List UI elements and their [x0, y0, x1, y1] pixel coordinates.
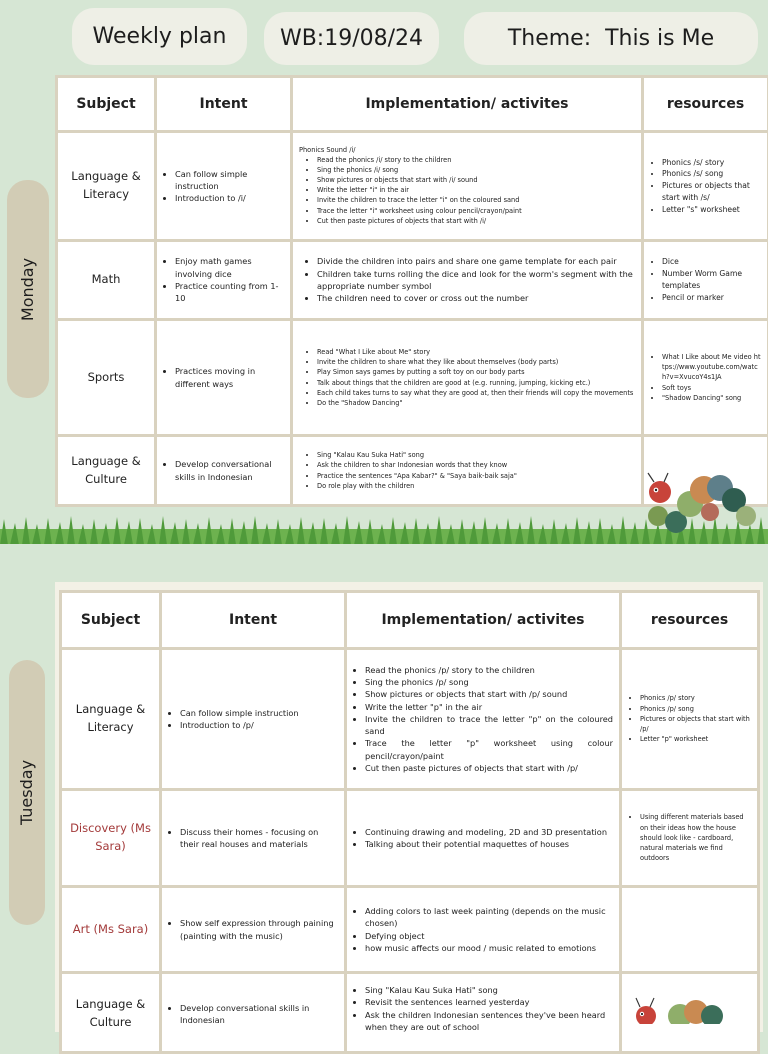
resources-cell [643, 132, 768, 241]
list-item: • Invite the children to share what they like about themselves (body parts) [317, 357, 635, 367]
list-item: • Ask the children Indonesian sentences they've been heard when they are out of school [365, 1009, 613, 1034]
col-header-subject: Subject [57, 77, 156, 132]
list-item: • Cut then paste pictures of objects that start with /i/ [317, 216, 635, 226]
day-label-tuesday [9, 660, 45, 925]
intent-cell [161, 649, 346, 790]
list-item: • Enjoy math games involving dice [175, 255, 284, 280]
list-item: • Practices moving in different ways [175, 365, 284, 390]
week-label: WB:19/08/24 [280, 26, 423, 51]
intent-cell [156, 241, 292, 320]
list-item: • Trace the letter "p" worksheet using colour pencil/crayon/paint [365, 737, 613, 762]
list-item: • Read the phonics /i/ story to the children [317, 155, 635, 165]
list-item: • Adding colors to last week painting (depends on the music chosen) [365, 905, 613, 930]
list-item: • Revisit the sentences learned yesterday [365, 996, 613, 1008]
week-pill [264, 12, 439, 65]
list-item: • Each child takes turns to say what they are good at, then their friends will copy the movements [317, 388, 635, 398]
intent-cell [161, 887, 346, 973]
list-item: • Soft toys [662, 383, 761, 393]
implementation-cell [346, 973, 621, 1053]
list-item: • "Shadow Dancing" song [662, 393, 761, 403]
subject-cell: Language & Culture [57, 436, 156, 506]
subject-cell: Art (Ms Sara) [61, 887, 161, 973]
list-item: • Practice counting from 1-10 [175, 280, 284, 305]
intent-cell [161, 790, 346, 887]
table-row [61, 790, 759, 887]
list-item: • Play Simon says games by putting a soft toy on our body parts [317, 367, 635, 377]
page-title: Weekly plan [93, 24, 227, 49]
intent-cell [156, 320, 292, 436]
list-item: • Read "What I Like about Me" story [317, 347, 635, 357]
implementation-cell [346, 649, 621, 790]
list-item: • Do role play with the children [317, 481, 635, 491]
col-header-implementation: Implementation/ activites [346, 592, 621, 649]
implementation-cell [292, 320, 643, 436]
implementation-cell [346, 790, 621, 887]
list-item: • Sing "Kalau Kau Suka Hati" song [365, 984, 613, 996]
tuesday-plan-table [59, 590, 760, 1054]
list-item: • Pictures or objects that start with /s/ [662, 180, 761, 204]
monday-plan-table [55, 75, 768, 507]
list-item: • Cut then paste pictures of objects that start with /p/ [365, 762, 613, 774]
list-item: • Develop conversational skills in Indonesian [180, 1002, 338, 1027]
col-header-resources: resources [621, 592, 759, 649]
list-item: • Do the "Shadow Dancing" [317, 398, 635, 408]
list-item: • Introduction to /i/ [175, 192, 284, 204]
resources-cell [621, 887, 759, 973]
table-row [61, 649, 759, 790]
caterpillar-illustration [628, 996, 728, 1024]
theme-pill [464, 12, 758, 65]
implementation-cell [292, 241, 643, 320]
implementation-cell [292, 436, 643, 506]
list-item: • Show pictures or objects that start with /p/ sound [365, 688, 613, 700]
intent-cell [156, 436, 292, 506]
list-item: • Divide the children into pairs and share one game template for each pair [317, 255, 635, 267]
list-item: • Read the phonics /p/ story to the children [365, 664, 613, 676]
list-item: • Continuing drawing and modeling, 2D and 3D presentation [365, 826, 613, 838]
title-pill [72, 8, 247, 65]
table-row [57, 320, 768, 436]
subject-cell: Sports [57, 320, 156, 436]
list-item: • What I Like about Me video https://www.youtube.com/watch?v=XvucoY4s1JA [662, 352, 761, 383]
impl-heading: Phonics Sound /i/ [299, 146, 635, 155]
col-header-intent: Intent [161, 592, 346, 649]
list-item: • Can follow simple instruction [180, 707, 338, 719]
list-item: • Write the letter "i" in the air [317, 185, 635, 195]
list-item: • Show pictures or objects that start with /i/ sound [317, 175, 635, 185]
list-item: • Dice [662, 256, 761, 268]
list-item: • Sing "Kalau Kau Suka Hati" song [317, 450, 635, 460]
list-item: • Sing the phonics /p/ song [365, 676, 613, 688]
col-header-implementation: Implementation/ activites [292, 77, 643, 132]
list-item: • Can follow simple instruction [175, 168, 284, 193]
header-row [61, 592, 759, 649]
resources-cell [643, 241, 768, 320]
col-header-subject: Subject [61, 592, 161, 649]
list-item: • Practice the sentences "Apa Kabar?" & "Saya baik-baik saja" [317, 471, 635, 481]
day-name: Monday [19, 257, 38, 320]
intent-cell [161, 973, 346, 1053]
list-item: • Defying object [365, 930, 613, 942]
subject-cell: Discovery (Ms Sara) [61, 790, 161, 887]
list-item: • Talk about things that the children are good at (e.g. running, jumping, kicking etc.) [317, 378, 635, 388]
list-item: • Pencil or marker [662, 292, 761, 304]
list-item: • Introduction to /p/ [180, 719, 338, 731]
list-item: • Invite the children to trace the letter "i" on the coloured sand [317, 195, 635, 205]
subject-cell: Language & Culture [61, 973, 161, 1053]
page-gap [0, 544, 768, 570]
table-row [61, 887, 759, 973]
list-item: • Letter "s" worksheet [662, 204, 761, 216]
col-header-intent: Intent [156, 77, 292, 132]
list-item: • Sing the phonics /i/ song [317, 165, 635, 175]
list-item: • Phonics /p/ song [640, 704, 751, 714]
resources-cell [621, 649, 759, 790]
list-item: • Phonics /s/ story [662, 157, 761, 169]
col-header-resources: resources [643, 77, 768, 132]
list-item: • how music affects our mood / music related to emotions [365, 942, 613, 954]
list-item: • Ask the children to shar Indonesian words that they know [317, 460, 635, 470]
list-item: • Write the letter "p" in the air [365, 701, 613, 713]
list-item: • Phonics /s/ song [662, 168, 761, 180]
day-label-monday [7, 180, 49, 398]
subject-cell: Math [57, 241, 156, 320]
list-item: • Talking about their potential maquettes of houses [365, 838, 613, 850]
list-item: • Phonics /p/ story [640, 693, 751, 703]
list-item: • Children take turns rolling the dice and look for the worm's segment with the appropriate number symbol [317, 268, 635, 293]
list-item: • Using different materials based on their ideas how the house should look like - cardboard, natural materials we find outdoors [640, 812, 751, 863]
list-item: • Pictures or objects that start with /p/ [640, 714, 751, 734]
resources-cell [621, 790, 759, 887]
theme-label: Theme: This is Me [508, 26, 714, 51]
header-row [57, 77, 768, 132]
list-item: • Number Worm Game templates [662, 268, 761, 292]
implementation-cell [292, 132, 643, 241]
subject-cell: Language & Literacy [57, 132, 156, 241]
table-row [57, 241, 768, 320]
table-row [57, 132, 768, 241]
list-item: • Develop conversational skills in Indonesian [175, 458, 284, 483]
intent-cell [156, 132, 292, 241]
list-item: • Discuss their homes - focusing on their real houses and materials [180, 826, 338, 851]
resources-cell [643, 320, 768, 436]
list-item: • Letter "p" worksheet [640, 734, 751, 744]
list-item: • Show self expression through paining (painting with the music) [180, 917, 338, 942]
day-name: Tuesday [18, 760, 37, 825]
list-item: • Trace the letter "i" worksheet using colour pencil/crayon/paint [317, 206, 635, 216]
subject-cell: Language & Literacy [61, 649, 161, 790]
list-item: • Invite the children to trace the letter "p" on the coloured sand [365, 713, 613, 738]
list-item: • The children need to cover or cross out the number [317, 292, 635, 304]
implementation-cell [346, 887, 621, 973]
caterpillar-illustration [638, 470, 760, 536]
